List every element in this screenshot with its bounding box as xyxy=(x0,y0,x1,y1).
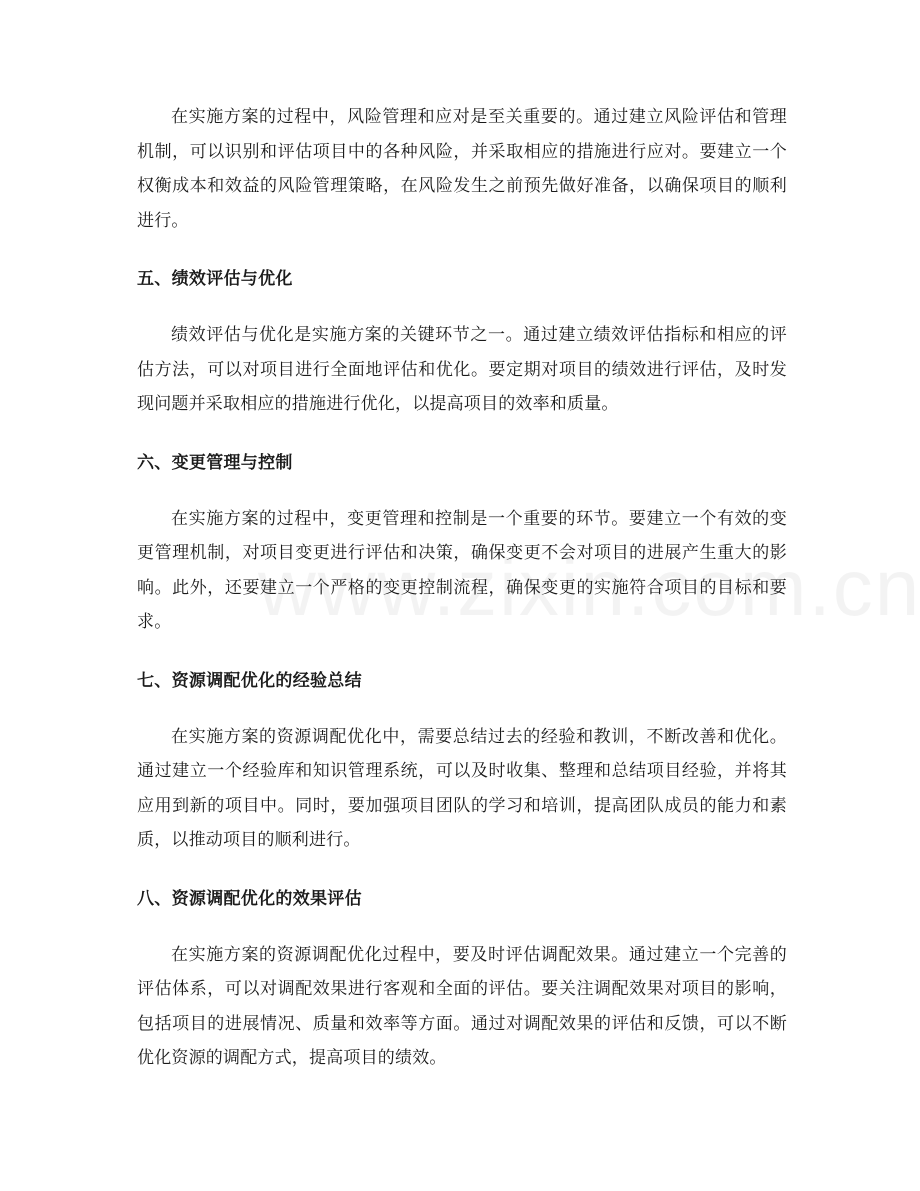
heading-effect-evaluation: 八、资源调配优化的效果评估 xyxy=(137,888,362,909)
heading-performance-evaluation: 五、绩效评估与优化 xyxy=(137,269,293,289)
document-body xyxy=(137,100,787,1076)
paragraph-risk-management: 在实施方案的过程中，风险管理和应对是至关重要的。通过建立风险评估和管理机制，可以识别和评估项目中的各种风险，并采取相应的措施进行应对。要建立一个权衡成本和效益的风险管理策略，在风险发生之前预先做好准备，以确保项目的顺利进行。 xyxy=(137,107,787,231)
paragraph-performance-evaluation: 绩效评估与优化是实施方案的关键环节之一。通过建立绩效评估指标和相应的评估方法，可以对项目进行全面地评估和优化。要定期对项目的绩效进行评估，及时发现问题并采取相应的措施进行优化，以提高项目的效率和质量。 xyxy=(137,325,787,414)
paragraph-effect-evaluation: 在实施方案的资源调配优化过程中，要及时评估调配效果。通过建立一个完善的评估体系，可以对调配效果进行客观和全面的评估。要关注调配效果对项目的影响，包括项目的进展情况、质量和效率等方面。通过对调配效果的评估和反馈，可以不断优化资源的调配方式，提高项目的绩效。 xyxy=(137,944,787,1068)
paragraph-experience-summary: 在实施方案的资源调配优化中，需要总结过去的经验和教训，不断改善和优化。通过建立一个经验库和知识管理系统，可以及时收集、整理和总结项目经验，并将其应用到新的项目中。同时，要加强项目团队的学习和培训，提高团队成员的能力和素质，以推动项目的顺利进行。 xyxy=(137,726,787,850)
heading-change-management: 六、变更管理与控制 xyxy=(137,452,293,473)
paragraph-change-management: 在实施方案的过程中，变更管理和控制是一个重要的环节。要建立一个有效的变更管理机制，对项目变更进行评估和决策，确保变更不会对项目的进展产生重大的影响。此外，还要建立一个严格的变更控制流程，确保变更的实施符合项目的目标和要求。 xyxy=(137,508,787,632)
heading-experience-summary: 七、资源调配优化的经验总结 xyxy=(137,670,362,691)
